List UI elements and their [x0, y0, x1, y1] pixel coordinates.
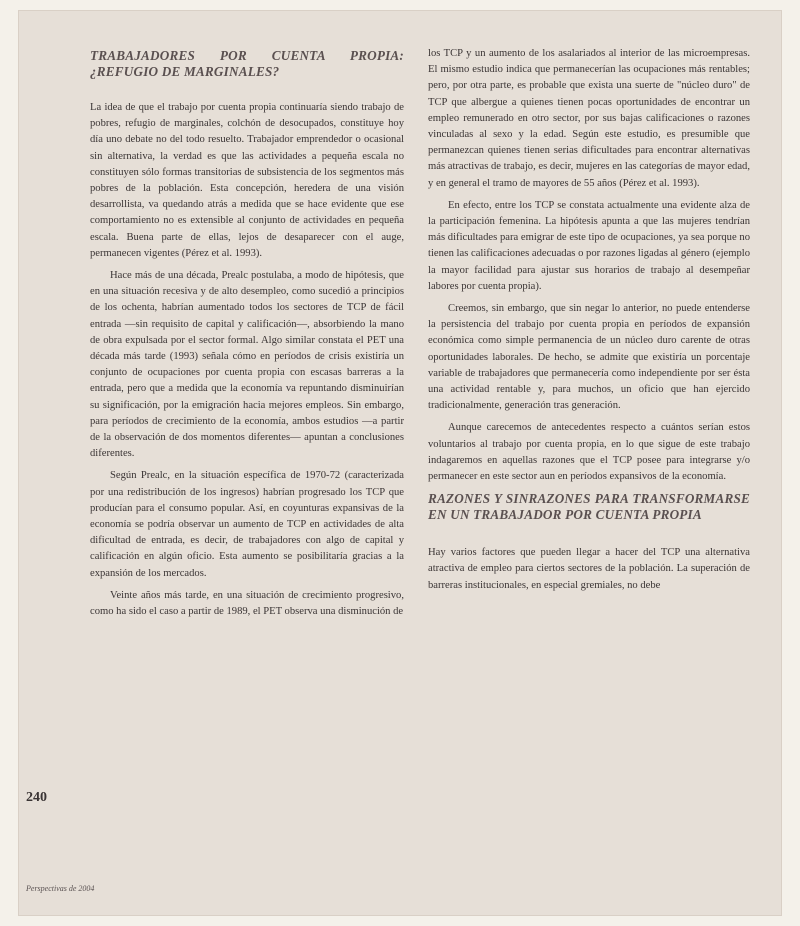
paragraph: La idea de que el trabajo por cuenta propia continuaría siendo trabajo de pobres, refugio de marginales, colchón de desocupados, constituye hoy día uno debate no del todo resuelto. Trabajador emprendedor o ocasional sin alternativa, la verdad es que las actividades a pequeña escala no constituyen sólo formas transitorias de subsistencia de los segmentos más pobres de la población. Esta concepción, heredera de una visión desarrollista, va quedando atrás a medida que se hace evidente que ese comportamiento no es extensible al conjunto de actividades en pequeña escala. Buena parte de ellas, lejos de desaparecer con el auge, permanecen vigentes (Pérez et al. 1993). — [90, 102, 404, 259]
document-page — [18, 10, 782, 916]
paragraph: Hace más de una década, Prealc postulaba, a modo de hipótesis, que en una situación recesiva y de alto desempleo, como sucedió a principios de los ochenta, habrían aumentado todos los sectores de TCP de fácil entrada —sin requisito de capital y calificación—, absorbiendo la mano de obra expulsada por el sector formal. Algo similar constata el PET una década más tarde (1993) señala cómo en períodos de crisis existiría un conjunto de ocupaciones por cuenta propia con escasas barreras a la entrada, pero que a medida que la economía va repuntando disminuirían su significación, por la emigración hacia mejores empleos. Sin embargo, para períodos de crecimiento de la economía, ambos estudios —a partir de la observación de dos momentos diferentes— apuntan a conclusiones diferentes. — [90, 270, 404, 460]
paragraph: Aunque carecemos de antecedentes respecto a cuántos serían estos voluntarios al trabajo por cuenta propia, en lo que sigue de este trabajo indagaremos en aquellas razones que el TCP posee para integrarse y/o permanecer en este sector aun en períodos expansivos de la economía. — [428, 422, 750, 483]
page-number: 240 — [26, 790, 47, 805]
paragraph: los TCP y un aumento de los asalariados al interior de las microempresas. El mismo estudio indica que permanecerían las ocupaciones más rentables; pero, por otra parte, es probable que exista una suerte de "núcleo duro" de TCP que albergue a quienes tienen pocas oportunidades de encontrar un empleo remunerado en otro sector, por sus bajas calificaciones o razones vinculadas al sexo y la edad. Según este estudio, es presumible que permanezcan quienes tienen serias dificultades para encontrar alternativas más atractivas de trabajo, es decir, mujeres en las categorías de mayor edad, y en general el tramo de mayores de 55 años (Pérez et al. 1993). — [428, 48, 750, 189]
right-column — [428, 46, 750, 600]
paragraph: Creemos, sin embargo, que sin negar lo anterior, no puede entenderse la persistencia del trabajo por cuenta propia en períodos de expansión económica como simple permanencia de un núcleo duro carente de otras oportunidades laborales. De hecho, se admite que existiría un porcentaje variable de trabajadores que permanecería como independiente por ser ésta una actividad rentable y, para muchos, un oficio que han ejercido tradicionalmente, generación tras generación. — [428, 303, 750, 412]
paragraph: Veinte años más tarde, en una situación de crecimiento progresivo, como ha sido el caso a partir de 1989, el PET observa una disminución de — [90, 589, 404, 618]
paragraph: Según Prealc, en la situación específica de 1970-72 (caracterizada por una redistribución de los ingresos) habrían progresado los TCP que producían para el consumo popular. Así, en coyunturas expansivas de la economía se podría observar un aumento de TCP en actividades de alta dificultad de entrada, es decir, de trabajadores con algo de capital y calificación en algún oficio. Esta aumento se posibilitaría gracias a la expansión de los mercados. — [90, 470, 404, 579]
left-column — [90, 48, 404, 626]
paragraph: En efecto, entre los TCP se constata actualmente una evidente alza de la participación femenina. La hipótesis apunta a que las mujeres tendrían más dificultades para emigrar de este tipo de ocupaciones, ya sea porque no tienen las calificaciones adecuadas o por razones ligadas al género (ejemplo la mayor facilidad para ajustar sus horarios de trabajo al desempeñar labores por cuenta propia). — [428, 199, 750, 292]
footer-text: Perspectivas de 2004 — [26, 884, 95, 893]
section-heading-razones: RAZONES Y SINRAZONES PARA TRANSFORMARSE EN UN TRABAJADOR POR CUENTA PROPIA — [428, 491, 750, 523]
section-heading-trabajadores: TRABAJADORES POR CUENTA PROPIA: ¿REFUGIO DE MARGINALES? — [90, 48, 404, 79]
paragraph: Hay varios factores que pueden llegar a hacer del TCP una alternativa atractiva de empleo para ciertos sectores de la población. La superación de barreras institucionales, en especial gremiales, no debe — [428, 547, 750, 591]
